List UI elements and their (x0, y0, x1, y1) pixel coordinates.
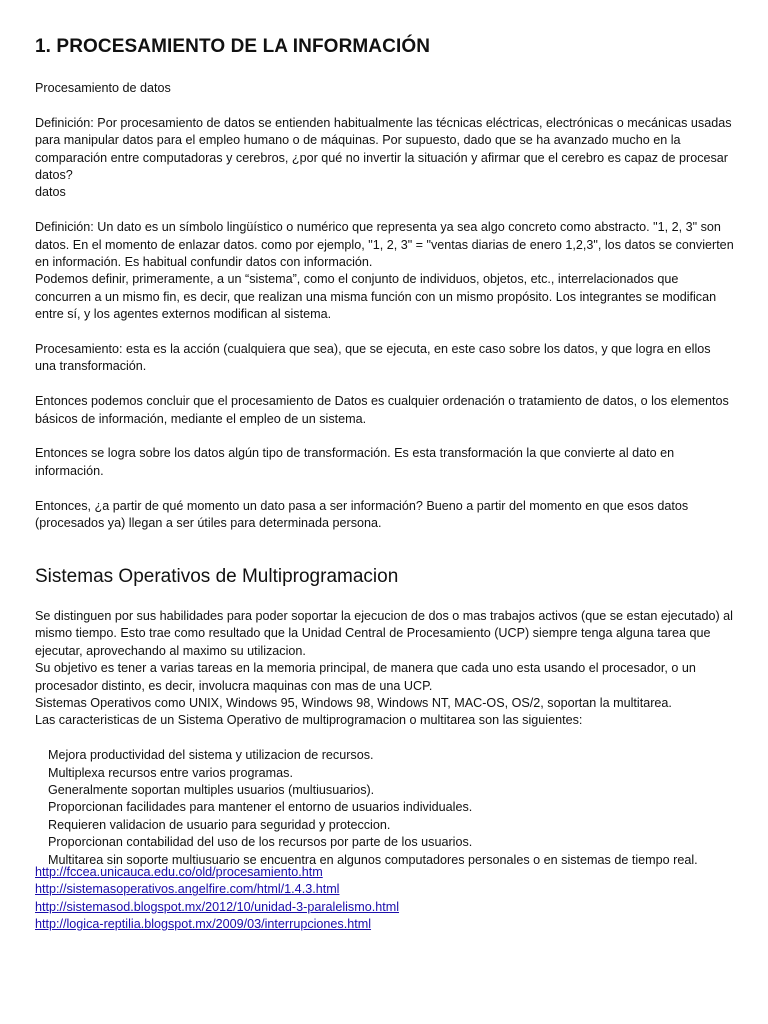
reference-link[interactable]: http://logica-reptilia.blogspot.mx/2009/03/interrupciones.html (35, 917, 372, 932)
list-item: Requieren validacion de usuario para seguridad y proteccion. (48, 817, 391, 832)
paragraph-procesamiento: Procesamiento: esta es la acción (cualquiera que sea), que se ejecuta, en este caso sobre los datos, y que logra en ellos una transformación. (35, 342, 711, 374)
list-item: Multiplexa recursos entre varios programas. (48, 765, 293, 780)
features-list (35, 747, 735, 869)
paragraph-sistema: Podemos definir, primeramente, a un “sistema”, como el conjunto de individuos, objetos, etc., interrelacionados que concurren a un mismo fin, es decir, que realizan una misma función con un mismo propósito. Los integrantes se modifican entre sí, y los agentes externos modifican al sistema. (35, 272, 717, 322)
section-2-body (35, 608, 735, 869)
paragraph-caracteristicas: Las caracteristicas de un Sistema Operativo de multiprogramacion o multitarea son las siguientes: (35, 713, 583, 728)
paragraph-definition-processing: Definición: Por procesamiento de datos se entienden habitualmente las técnicas eléctricas, electrónicas o mecánicas usadas para manipular datos para el empleo humano o de máquinas. Por supuesto, dado que se ha avanzado mucho en la comparación entre computadoras y cerebros, ¿por qué no invertir la situación y afirmar que el cerebro es capaz de procesar datos? (35, 115, 732, 183)
reference-links (35, 864, 735, 934)
list-item: Proporcionan contabilidad del uso de los recursos por parte de los usuarios. (48, 835, 473, 850)
reference-link[interactable]: http://sistemasoperativos.angelfire.com/html/1.4.3.html (35, 882, 340, 897)
paragraph-objetivo: Su objetivo es tener a varias tareas en la memoria principal, de manera que cada uno esta usando el procesador, o un procesador distinto, es decir, involucra maquinas con mas de una UCP. (35, 661, 696, 693)
section-1-subtitle: Procesamiento de datos (35, 81, 171, 95)
list-item: Multitarea sin soporte multiusuario se encuentra en algunos computadores personales o en sistemas de tiempo real. (48, 852, 698, 867)
reference-link[interactable]: http://sistemasod.blogspot.mx/2012/10/unidad-3-paralelismo.html (35, 899, 400, 914)
section-2-title: Sistemas Operativos de Multiprogramacion (35, 566, 399, 587)
list-item: Generalmente soportan multiples usuarios (multiusuarios). (48, 783, 375, 798)
list-item: Mejora productividad del sistema y utilizacion de recursos. (48, 748, 374, 763)
list-item: Proporcionan facilidades para mantener el entorno de usuarios individuales. (48, 800, 473, 815)
paragraph-transformacion: Entonces se logra sobre los datos algún tipo de transformación. Es esta transformación la que convierte al dato en información. (35, 446, 675, 478)
section-1-body (35, 80, 735, 550)
section-1-title: 1. PROCESAMIENTO DE LA INFORMACIÓN (35, 36, 431, 57)
paragraph-sistemas-operativos: Sistemas Operativos como UNIX, Windows 95, Windows 98, Windows NT, MAC-OS, OS/2, soportan la multitarea. (35, 696, 672, 711)
paragraph-datos: datos (35, 185, 66, 200)
reference-link[interactable]: http://fccea.unicauca.edu.co/old/procesamiento.htm (35, 865, 323, 879)
paragraph-informacion: Entonces, ¿a partir de qué momento un dato pasa a ser información? Bueno a partir del momento en que esos datos (procesados ya) llegan a ser útiles para determinada persona. (35, 498, 689, 531)
paragraph-definition-dato: Definición: Un dato es un símbolo lingüístico o numérico que representa ya sea algo concreto como abstracto. "1, 2, 3" son datos. En el momento de enlazar datos. como por ejemplo, "1, 2, 3" = "ventas diarias de enero 1,2,3", los datos se convierten en información. Es habitual confundir datos con información. (35, 220, 734, 270)
paragraph-conclusion: Entonces podemos concluir que el procesamiento de Datos es cualquier ordenación o tratamiento de datos, o los elementos básicos de información, mediante el empleo de un sistema. (35, 394, 729, 426)
paragraph-multiprogramacion-intro: Se distinguen por sus habilidades para poder soportar la ejecucion de dos o mas trabajos activos (que se estan ejecutado) al mismo tiempo. Esto trae como resultado que la Unidad Central de Procesamiento (UCP) siempre tenga alguna tarea que ejecutar, aprovechando al maximo su utilizacion. (35, 609, 733, 658)
